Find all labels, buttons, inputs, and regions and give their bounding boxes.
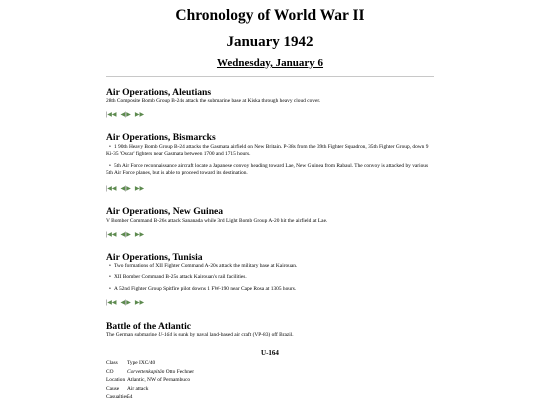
section-text-aleutians: 28th Composite Bomb Group B-24s attack the submarine base at Kiska through heavy cloud cover. <box>106 98 321 104</box>
last-arrow-icon[interactable]: ▶▶ <box>134 112 145 118</box>
table-key: Location <box>106 377 126 384</box>
first-arrow-icon[interactable]: ◀◀ <box>107 232 117 238</box>
divider <box>106 76 434 77</box>
list-item: • Two formations of XII Fighter Command A-20s attack the military base at Kairouan. <box>106 263 434 270</box>
next-arrow-icon[interactable]: ▶ <box>126 300 131 306</box>
bullet-icon: • <box>109 263 111 269</box>
list-item: • A 52nd Fighter Group Spitfire pilot downs 1 FW-190 near Cape Rosa at 1305 hours. <box>106 286 434 293</box>
first-arrow-icon[interactable]: ◀◀ <box>107 186 117 192</box>
next-arrow-icon[interactable]: ▶ <box>126 232 131 238</box>
table-key: CO <box>106 368 114 375</box>
prev-arrow-icon[interactable]: ◀ <box>120 300 126 306</box>
section-text-new-guinea: V Bomber Command B-26s attack Sananada while 3rd Light Bomb Group A-20 hit the airfield at Lae. <box>106 218 328 224</box>
table-key: Cause <box>106 385 120 392</box>
section-title-bismarcks: Air Operations, Bismarcks <box>106 132 216 143</box>
section-text-atlantic: The German submarine U-164 is sunk by naval land-based air craft (VP-83) off Brazil. <box>106 332 294 338</box>
prev-arrow-icon[interactable]: ◀ <box>120 232 126 238</box>
table-row <box>106 368 194 377</box>
section-title-tunisia: Air Operations, Tunisia <box>106 252 203 263</box>
uboat-title: U-164 <box>261 349 279 357</box>
month-title: January 1942 <box>226 34 314 50</box>
section-nav: |◀◀ ◀|▶ ▶▶ <box>106 112 145 118</box>
table-row <box>106 385 194 394</box>
section-nav: |◀◀ ◀|▶ ▶▶ <box>106 300 145 306</box>
last-arrow-icon[interactable]: ▶▶ <box>134 300 145 306</box>
table-key: Casualties <box>106 394 129 401</box>
list-item: • 1 90th Heavy Bomb Group B-24 attacks the Gasmata airfield on New Britain. P-38s from the 39th Fighter Squadron, 35th Fighter Group, down 9 Ki-35 'Oscar' fighters near Gasmata between 1700 and 1715 hours. <box>106 144 429 158</box>
bullet-icon: • <box>109 274 111 280</box>
first-arrow-icon[interactable]: ◀◀ <box>107 300 117 306</box>
next-arrow-icon[interactable]: ▶ <box>126 112 131 118</box>
last-arrow-icon[interactable]: ▶▶ <box>134 186 145 192</box>
section-nav: |◀◀ ◀|▶ ▶▶ <box>106 232 145 238</box>
section-nav: |◀◀ ◀|▶ ▶▶ <box>106 186 145 192</box>
prev-arrow-icon[interactable]: ◀ <box>120 112 126 118</box>
last-arrow-icon[interactable]: ▶▶ <box>134 232 145 238</box>
bullet-icon: • <box>109 286 111 292</box>
table-key: Class <box>106 360 118 366</box>
site-title: Chronology of World War II <box>175 7 365 24</box>
next-arrow-icon[interactable]: ▶ <box>126 186 131 192</box>
list-item: • XII Bomber Command B-25s attack Kairouan's rail facilities. <box>106 274 434 281</box>
table-row <box>106 376 194 385</box>
table-value: Corvettenkapitän Otto Fechner <box>127 368 195 375</box>
table-row <box>106 393 194 402</box>
table-row <box>106 359 194 368</box>
list-item: • 5th Air Force reconnaissance aircraft locate a Japanese convoy heading toward Lae, New Guinea from Rabaul. The convoy is attacked by various 5th Air Force planes, but is able to proceed toward its destination. <box>106 163 429 177</box>
prev-arrow-icon[interactable]: ◀ <box>120 186 126 192</box>
first-arrow-icon[interactable]: ◀◀ <box>107 112 117 118</box>
table-value: Atlantic, NW of Pernambuco <box>127 377 191 384</box>
bullet-icon: • <box>109 144 111 150</box>
section-title-atlantic: Battle of the Atlantic <box>106 321 191 332</box>
table-value: 54 <box>127 394 133 401</box>
section-title-aleutians: Air Operations, Aleutians <box>106 87 212 98</box>
table-value: Type IXC/40 <box>127 360 156 366</box>
date-title: Wednesday, January 6 <box>216 57 324 69</box>
bullet-icon: • <box>109 163 111 169</box>
uboat-table <box>106 359 194 402</box>
section-title-new-guinea: Air Operations, New Guinea <box>106 206 224 217</box>
table-value: Air attack <box>127 385 149 392</box>
